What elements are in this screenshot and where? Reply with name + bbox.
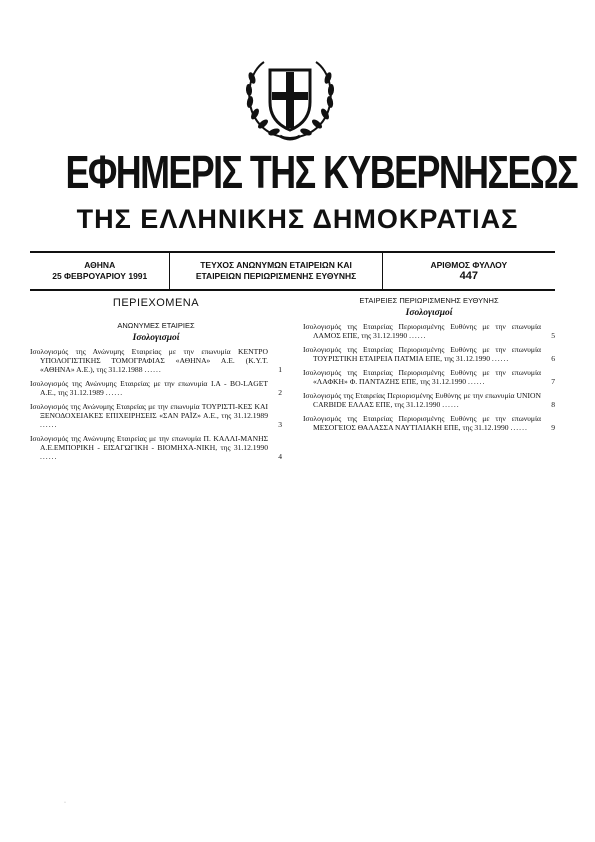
entry-text: Ισολογισμός της Ανώνυμης Εταιρείας με την επωνυμία Ι.Α - ΒΟ-LAGET Α.Ε., της 31.12.1989 bbox=[30, 379, 268, 397]
dot-leader: ...... bbox=[40, 420, 58, 429]
page-number: 5 bbox=[551, 331, 555, 340]
sheet-number: 447 bbox=[459, 270, 478, 282]
entry-text: Ισολογισμός της Εταιρείας Περιορισμένης Ευθύνης με την επωνυμία UNION CARBIDE ΕΛΛΑΣ ΕΠΕ, της 31.12.1990 bbox=[303, 391, 541, 409]
page-number: 8 bbox=[551, 400, 555, 409]
dot-leader: ...... bbox=[409, 331, 427, 340]
contents-entry[interactable] bbox=[30, 402, 282, 429]
masthead-title: ΕΦΗΜΕΡΙΣ ΤΗΣ ΚΥΒΕΡΝΗΣΕΩΣ bbox=[65, 146, 578, 198]
contents-entry[interactable] bbox=[303, 322, 555, 340]
contents-right-column bbox=[303, 296, 555, 437]
entry-text: Ισολογισμός της Ανώνυμης Εταιρείας με την επωνυμία ΤΟΥΡΙΣΤΙ-ΚΕΣ ΚΑΙ ΞΕΝΟΔΟΧΕΙΑΚΕΣ ΕΠΙΧΕΙΡΗΣΕΙΣ «ΣΑΝ ΡΑΪΖ» Α.Ε., της 31.12.1989 bbox=[30, 402, 268, 420]
page-number: 6 bbox=[551, 354, 555, 363]
issue-type-line1: ΤΕΥΧΟΣ ΑΝΩΝΥΜΩΝ ΕΤΑΙΡΕΙΩΝ ΚΑΙ bbox=[200, 260, 352, 270]
entry-text: Ισολογισμός της Εταιρείας Περιορισμένης Ευθύνης με την επωνυμία ΤΟΥΡΙΣΤΙΚΗ ΕΤΑΙΡΕΙΑ ΠΑΤΜΙΑ ΕΠΕ, της 31.12.1990 bbox=[303, 345, 541, 363]
page-number: 9 bbox=[551, 423, 555, 432]
contents-entry[interactable] bbox=[30, 347, 282, 374]
page-number: 1 bbox=[278, 365, 282, 374]
entry-text: Ισολογισμός της Εταιρείας Περιορισμένης Ευθύνης με την επωνυμία ΛΑΜΟΣ ΕΠΕ, της 31.12.1990 bbox=[303, 322, 541, 340]
dot-leader: ...... bbox=[40, 452, 58, 461]
dot-leader: ...... bbox=[144, 365, 162, 374]
dot-leader: ...... bbox=[510, 423, 528, 432]
entry-text: Ισολογισμός της Εταιρείας Περιορισμένης Ευθύνης με την επωνυμία ΜΕΣΟΓΕΙΟΣ ΘΑΛΑΣΣΑ ΝΑΥΤΙΛΙΑΚΗ ΕΠΕ, της 31.12.1990 bbox=[303, 414, 541, 432]
city: ΑΘΗΝΑ bbox=[84, 260, 116, 270]
page-number: 2 bbox=[278, 388, 282, 397]
page-number: 7 bbox=[551, 377, 555, 386]
section-heading-sa: ΑΝΩΝΥΜΕΣ ΕΤΑΙΡΙΕΣ bbox=[117, 321, 195, 330]
page-number: 4 bbox=[278, 452, 282, 461]
page-number: 3 bbox=[278, 420, 282, 429]
scan-speck: · bbox=[64, 800, 66, 806]
entry-text: Ισολογισμός της Ανώνυμης Εταιρείας με την επωνυμία ΚΕΝΤΡΟ ΥΠΟΛΟΓΙΣΤΙΚΗΣ ΤΟΜΟΓΡΑΦΙΑΣ «ΑΘΗΝΑ» Α.Ε. (Κ.Υ.Τ. «ΑΘΗΝΑ» Α.Ε.), της 31.12.1988 bbox=[30, 347, 268, 374]
greek-coat-of-arms-icon bbox=[240, 58, 340, 142]
date-cell bbox=[30, 253, 169, 289]
issue-type-cell bbox=[169, 253, 382, 289]
issue-type-line2: ΕΤΑΙΡΕΙΩΝ ΠΕΡΙΩΡΙΣΜΕΝΗΣ ΕΥΘΥΝΗΣ bbox=[195, 271, 357, 281]
issue-date: 25 ΦΕΒΡΟΥΑΡΙΟΥ 1991 bbox=[52, 271, 148, 281]
dot-leader: ...... bbox=[105, 388, 124, 397]
contents-left-column bbox=[30, 296, 282, 466]
contents-entry[interactable] bbox=[303, 391, 555, 409]
subsection-heading: Ισολογισμοί bbox=[405, 308, 453, 318]
contents-entry[interactable] bbox=[30, 379, 282, 397]
contents-entry[interactable] bbox=[303, 368, 555, 386]
contents-entry[interactable] bbox=[303, 414, 555, 432]
dot-leader: ...... bbox=[491, 354, 510, 363]
issue-info-box bbox=[30, 251, 555, 291]
subsection-heading: Ισολογισμοί bbox=[132, 333, 180, 343]
section-heading-epe: ΕΤΑΙΡΕΙΕΣ ΠΕΡΙΩΡΙΣΜΕΝΗΣ ΕΥΘΥΝΗΣ bbox=[359, 296, 499, 305]
contents-heading: ΠΕΡΙΕΧΟΜΕΝΑ bbox=[112, 297, 200, 309]
entry-text: Ισολογισμός της Εταιρείας Περιορισμένης Ευθύνης με την επωνυμία «ΛΑΦΚΗ» Φ. ΠΑΝΤΑΖΗΣ ΕΠΕ, της 31.12.1990 bbox=[303, 368, 541, 386]
dot-leader: ...... bbox=[442, 400, 460, 409]
contents-entry[interactable] bbox=[303, 345, 555, 363]
sheet-number-cell bbox=[383, 253, 555, 289]
masthead-subtitle: ΤΗΣ ΕΛΛΗΝΙΚΗΣ ΔΗΜΟΚΡΑΤΙΑΣ bbox=[76, 204, 519, 234]
entry-text: Ισολογισμός της Ανώνυμης Εταιρείας με την επωνυμία Π. ΚΑΛΛΙ-ΜΑΝΗΣ Α.Ε.ΕΜΠΟΡΙΚΗ - ΕΙΣΑΓΩΓΙΚΗ - ΒΙΟΜΗΧΑ-ΝΙΚΗ, της 31.12.1990 bbox=[30, 434, 268, 452]
dot-leader: ...... bbox=[468, 377, 486, 386]
sheet-label: ΑΡΙΘΜΟΣ ΦΥΛΛΟΥ bbox=[430, 260, 508, 270]
contents-entry[interactable] bbox=[30, 434, 282, 461]
